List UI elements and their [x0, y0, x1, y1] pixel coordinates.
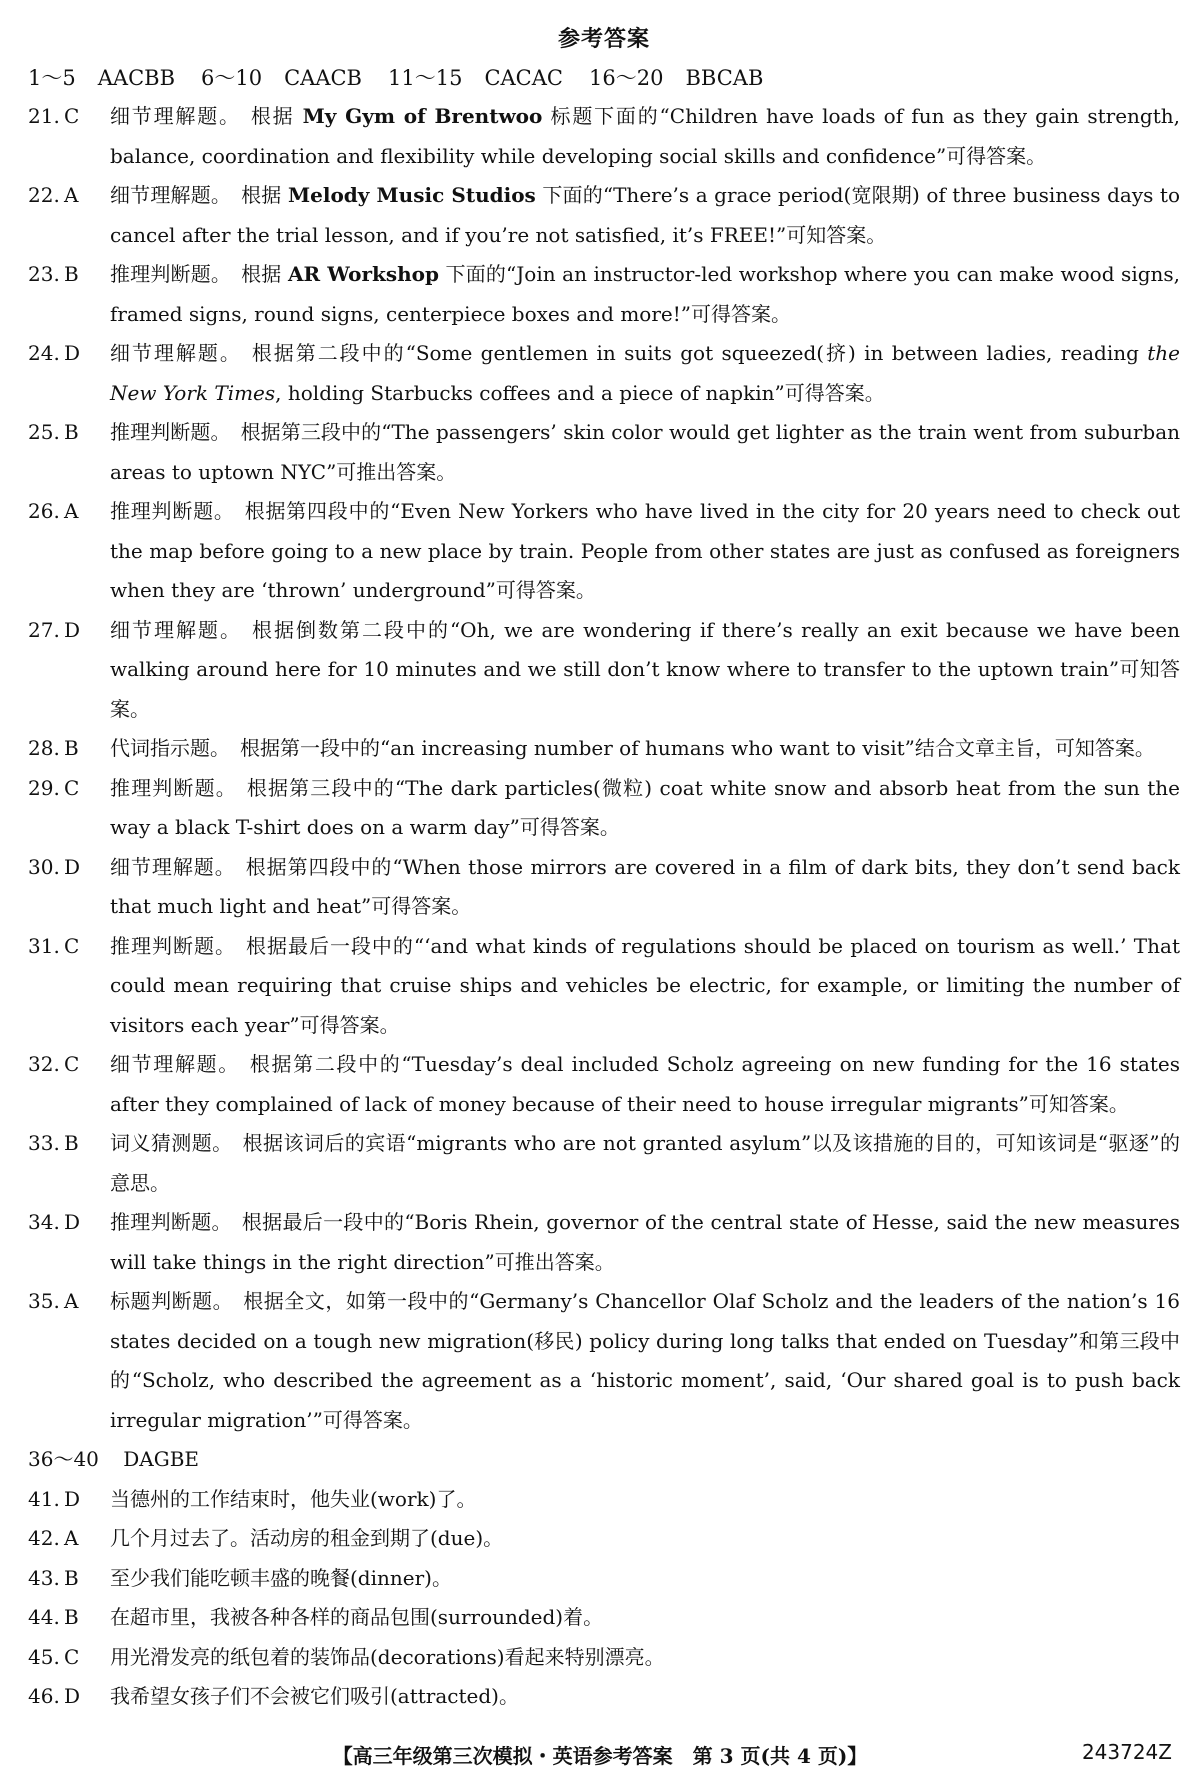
cloze-num: 46. — [28, 1684, 60, 1708]
answer-items — [28, 97, 1180, 1440]
question-type: 标题判断题。 — [110, 1289, 234, 1313]
item-number: 26. — [28, 499, 60, 523]
cloze-ans: D — [64, 1486, 81, 1511]
answer-item — [28, 413, 1180, 492]
question-type: 推理判断题。 — [110, 775, 237, 800]
cloze-item — [28, 1519, 1180, 1559]
item-answer: C — [64, 933, 80, 958]
item-answer: D — [64, 341, 81, 365]
question-type: 推理判断题。 — [110, 933, 236, 958]
answer-item — [28, 927, 1180, 1046]
question-type: 细节理解题。 — [110, 617, 242, 642]
cloze-num: 42. — [28, 1526, 60, 1550]
item-explanation — [110, 413, 1180, 492]
item-answer: A — [64, 183, 79, 207]
explanation-text-tail: 标题下面的“Children have loads of fun as they gain strength, balance, coordination and flexibility while developing social skills and confidence”可得答案。 — [110, 104, 1181, 168]
mc-answers: AACBB — [97, 66, 175, 90]
cloze-ans: C — [64, 1644, 80, 1669]
item-explanation — [110, 255, 1180, 334]
item-answer: D — [64, 854, 81, 879]
cloze-text: 我希望女孩子们不会被它们吸引(attracted)。 — [110, 1684, 519, 1708]
item-answer: C — [64, 1052, 80, 1076]
item-answer: B — [64, 736, 79, 760]
mc-answers: CAACB — [284, 66, 362, 90]
question-type: 推理判断题。 — [110, 420, 231, 444]
answer-item — [28, 255, 1180, 334]
cloze-num: 41. — [28, 1486, 60, 1511]
answer-page — [28, 22, 1180, 1717]
answer-item — [28, 176, 1180, 255]
multiple-choice-answers — [28, 59, 1180, 97]
cloze-ans: A — [64, 1526, 79, 1550]
range-label: 36～40 — [28, 1447, 99, 1471]
mc-range: 16～20 — [589, 66, 664, 90]
italic-ref: the New York Times — [110, 341, 1180, 405]
item-number: 34. — [28, 1210, 60, 1234]
answer-item — [28, 492, 1180, 611]
cloze-text: 当德州的工作结束时，他失业(work)了。 — [110, 1486, 477, 1511]
explanation-text-tail: , holding Starbucks coffees and a piece of napkin”可得答案。 — [275, 380, 885, 405]
item-number: 30. — [28, 854, 60, 879]
explanation-text: 根据第三段中的“The dark particles(微粒) coat white snow and absorb heat from the sun the way a black T-shirt does on a warm day”可得答案。 — [110, 775, 1181, 839]
cloze-text: 在超市里，我被各种各样的商品包围(surrounded)着。 — [110, 1605, 604, 1629]
question-type: 推理判断题。 — [110, 1210, 232, 1234]
cloze-items — [28, 1480, 1180, 1717]
mc-range: 1～5 — [28, 66, 76, 90]
mc-answers: BBCAB — [685, 66, 764, 90]
explanation-text: 根据 — [241, 183, 288, 207]
item-number: 27. — [28, 617, 60, 642]
item-number: 29. — [28, 775, 60, 800]
explanation-text: 根据第二段中的“Tuesday’s deal included Scholz agreeing on new funding for the 16 states after they complained of lack of money because of their need to house irregular migrants”可知答案。 — [110, 1052, 1180, 1116]
item-number: 22. — [28, 183, 60, 207]
item-number: 35. — [28, 1289, 60, 1313]
footer-text: 【高三年级第三次模拟・英语参考答案 第 3 页(共 4 页)】 — [332, 1744, 868, 1768]
answer-item — [28, 1282, 1180, 1440]
item-number: 25. — [28, 420, 60, 444]
explanation-text: 根据最后一段中的“‘and what kinds of regulations should be placed on tourism as well.’ That could mean requiring that cruise ships and vehicles be electric, for example, or limiting the number of visitors each year”可得答案。 — [110, 933, 1180, 1037]
cloze-text: 至少我们能吃顿丰盛的晚餐(dinner)。 — [110, 1565, 452, 1590]
item-number: 33. — [28, 1131, 60, 1155]
question-type: 细节理解题。 — [110, 854, 236, 879]
item-number: 32. — [28, 1052, 60, 1076]
footer-code: 243724Z — [1081, 1740, 1172, 1764]
item-answer: A — [64, 499, 79, 523]
section-heading-ref: Melody Music Studios — [287, 183, 536, 207]
item-explanation — [110, 1045, 1180, 1124]
question-type: 细节理解题。 — [110, 104, 241, 128]
explanation-text: 根据倒数第二段中的“Oh, we are wondering if there’s really an exit because we have been walking around here for 10 minutes and we still don’t know where to transfer to the uptown train”可知答案。 — [110, 617, 1180, 721]
item-answer: B — [64, 420, 79, 444]
item-number: 24. — [28, 341, 60, 365]
cloze-ans: B — [64, 1605, 79, 1629]
item-explanation — [110, 848, 1180, 927]
question-type: 细节理解题。 — [110, 1052, 240, 1076]
item-explanation — [110, 927, 1180, 1046]
item-number: 31. — [28, 933, 60, 958]
mc-range: 11～15 — [388, 66, 463, 90]
cloze-item — [28, 1598, 1180, 1638]
question-type: 细节理解题。 — [110, 183, 232, 207]
answer-item — [28, 729, 1180, 769]
cloze-num: 44. — [28, 1605, 60, 1629]
explanation-text: 根据第四段中的“Even New Yorkers who have lived in the city for 20 years need to check out the map before going to a new place by train. People from other states are just as confused as foreigners when they are ‘thrown’ underground”可得答案。 — [110, 499, 1180, 602]
mc-range: 6～10 — [201, 66, 263, 90]
cloze-ans: B — [64, 1565, 79, 1590]
item-explanation — [110, 334, 1180, 413]
item-explanation — [110, 176, 1180, 255]
question-type: 推理判断题。 — [110, 262, 232, 286]
cloze-item — [28, 1638, 1180, 1678]
cloze-num: 45. — [28, 1644, 60, 1669]
cloze-item — [28, 1559, 1180, 1599]
item-explanation — [110, 1282, 1180, 1440]
item-explanation — [110, 1203, 1180, 1282]
item-explanation — [110, 97, 1180, 176]
explanation-text-tail: 下面的“There’s a grace period(宽限期) of three business days to cancel after the trial lesson, and if you’re not satisfied, it’s FREE!”可知答案。 — [110, 183, 1181, 247]
item-number: 23. — [28, 262, 60, 286]
item-answer: A — [64, 1289, 79, 1313]
explanation-text: 根据 — [250, 104, 303, 128]
question-type: 代词指示题。 — [110, 736, 230, 760]
item-explanation — [110, 729, 1180, 769]
explanation-text-tail: 下面的“Join an instructor-led workshop where you can make wood signs, framed signs, round signs, centerpiece boxes and more!”可得答案。 — [110, 262, 1181, 326]
explanation-text: 根据第二段中的“Some gentlemen in suits got squeezed(挤) in between ladies, reading — [251, 341, 1148, 365]
cloze-num: 43. — [28, 1565, 60, 1590]
item-number: 28. — [28, 736, 60, 760]
answer-item — [28, 1124, 1180, 1203]
explanation-text: 根据该词后的宾语“migrants who are not granted asylum”以及该措施的目的，可知该词是“驱逐”的意思。 — [110, 1131, 1180, 1195]
cloze-text: 几个月过去了。活动房的租金到期了(due)。 — [110, 1526, 504, 1550]
item-explanation — [110, 769, 1180, 848]
answer-item — [28, 97, 1180, 176]
item-explanation — [110, 492, 1180, 611]
question-type: 细节理解题。 — [110, 341, 242, 365]
explanation-text: 根据全文，如第一段中的“Germany’s Chancellor Olaf Scholz and the leaders of the nation’s 16 states decided on a tough new migration(移民) policy during long talks that ended on Tuesday”和第三段中的“Scholz, who described the agreement as a ‘historic moment’, said, ‘Our shared goal is to push back irregular migration’”可得答案。 — [110, 1289, 1181, 1432]
explanation-text: 根据第三段中的“The passengers’ skin color would get lighter as the train went from suburban areas to uptown NYC”可推出答案。 — [110, 420, 1180, 484]
cloze-ans: D — [64, 1684, 81, 1708]
page-title: 参考答案 — [557, 26, 650, 52]
item-answer: C — [64, 775, 80, 800]
range-answers: DAGBE — [123, 1447, 200, 1471]
explanation-text: 根据第四段中的“When those mirrors are covered in a film of dark bits, they don’t send back that much light and heat”可得答案。 — [110, 854, 1181, 918]
item-number: 21. — [28, 104, 60, 128]
answer-item — [28, 769, 1180, 848]
item-answer: B — [64, 262, 79, 286]
section-heading-ref: My Gym of Brentwoo — [302, 104, 543, 128]
explanation-text: 根据第一段中的“an increasing number of humans who want to visit”结合文章主旨，可知答案。 — [240, 736, 1155, 760]
item-answer: D — [64, 617, 81, 642]
question-type: 词义猜测题。 — [110, 1131, 233, 1155]
question-type: 推理判断题。 — [110, 499, 235, 523]
item-explanation — [110, 611, 1180, 730]
cloze-text: 用光滑发亮的纸包着的装饰品(decorations)看起来特别漂亮。 — [110, 1644, 665, 1669]
answer-item — [28, 1203, 1180, 1282]
page-footer — [0, 1740, 1200, 1769]
cloze-item — [28, 1480, 1180, 1520]
explanation-text: 根据最后一段中的“Boris Rhein, governor of the central state of Hesse, said the new measures will take things in the right direction”可推出答案。 — [110, 1210, 1181, 1274]
answer-item — [28, 1045, 1180, 1124]
cloze-item — [28, 1677, 1180, 1717]
item-answer: C — [64, 104, 80, 128]
range-answer-line — [28, 1440, 1180, 1480]
item-explanation — [110, 1124, 1180, 1203]
answer-item — [28, 611, 1180, 730]
item-answer: D — [64, 1210, 81, 1234]
item-answer: B — [64, 1131, 79, 1155]
answer-item — [28, 334, 1180, 413]
explanation-text: 根据 — [241, 262, 288, 286]
mc-answers: CACAC — [484, 66, 563, 90]
section-heading-ref: AR Workshop — [288, 262, 439, 286]
answer-item — [28, 848, 1180, 927]
